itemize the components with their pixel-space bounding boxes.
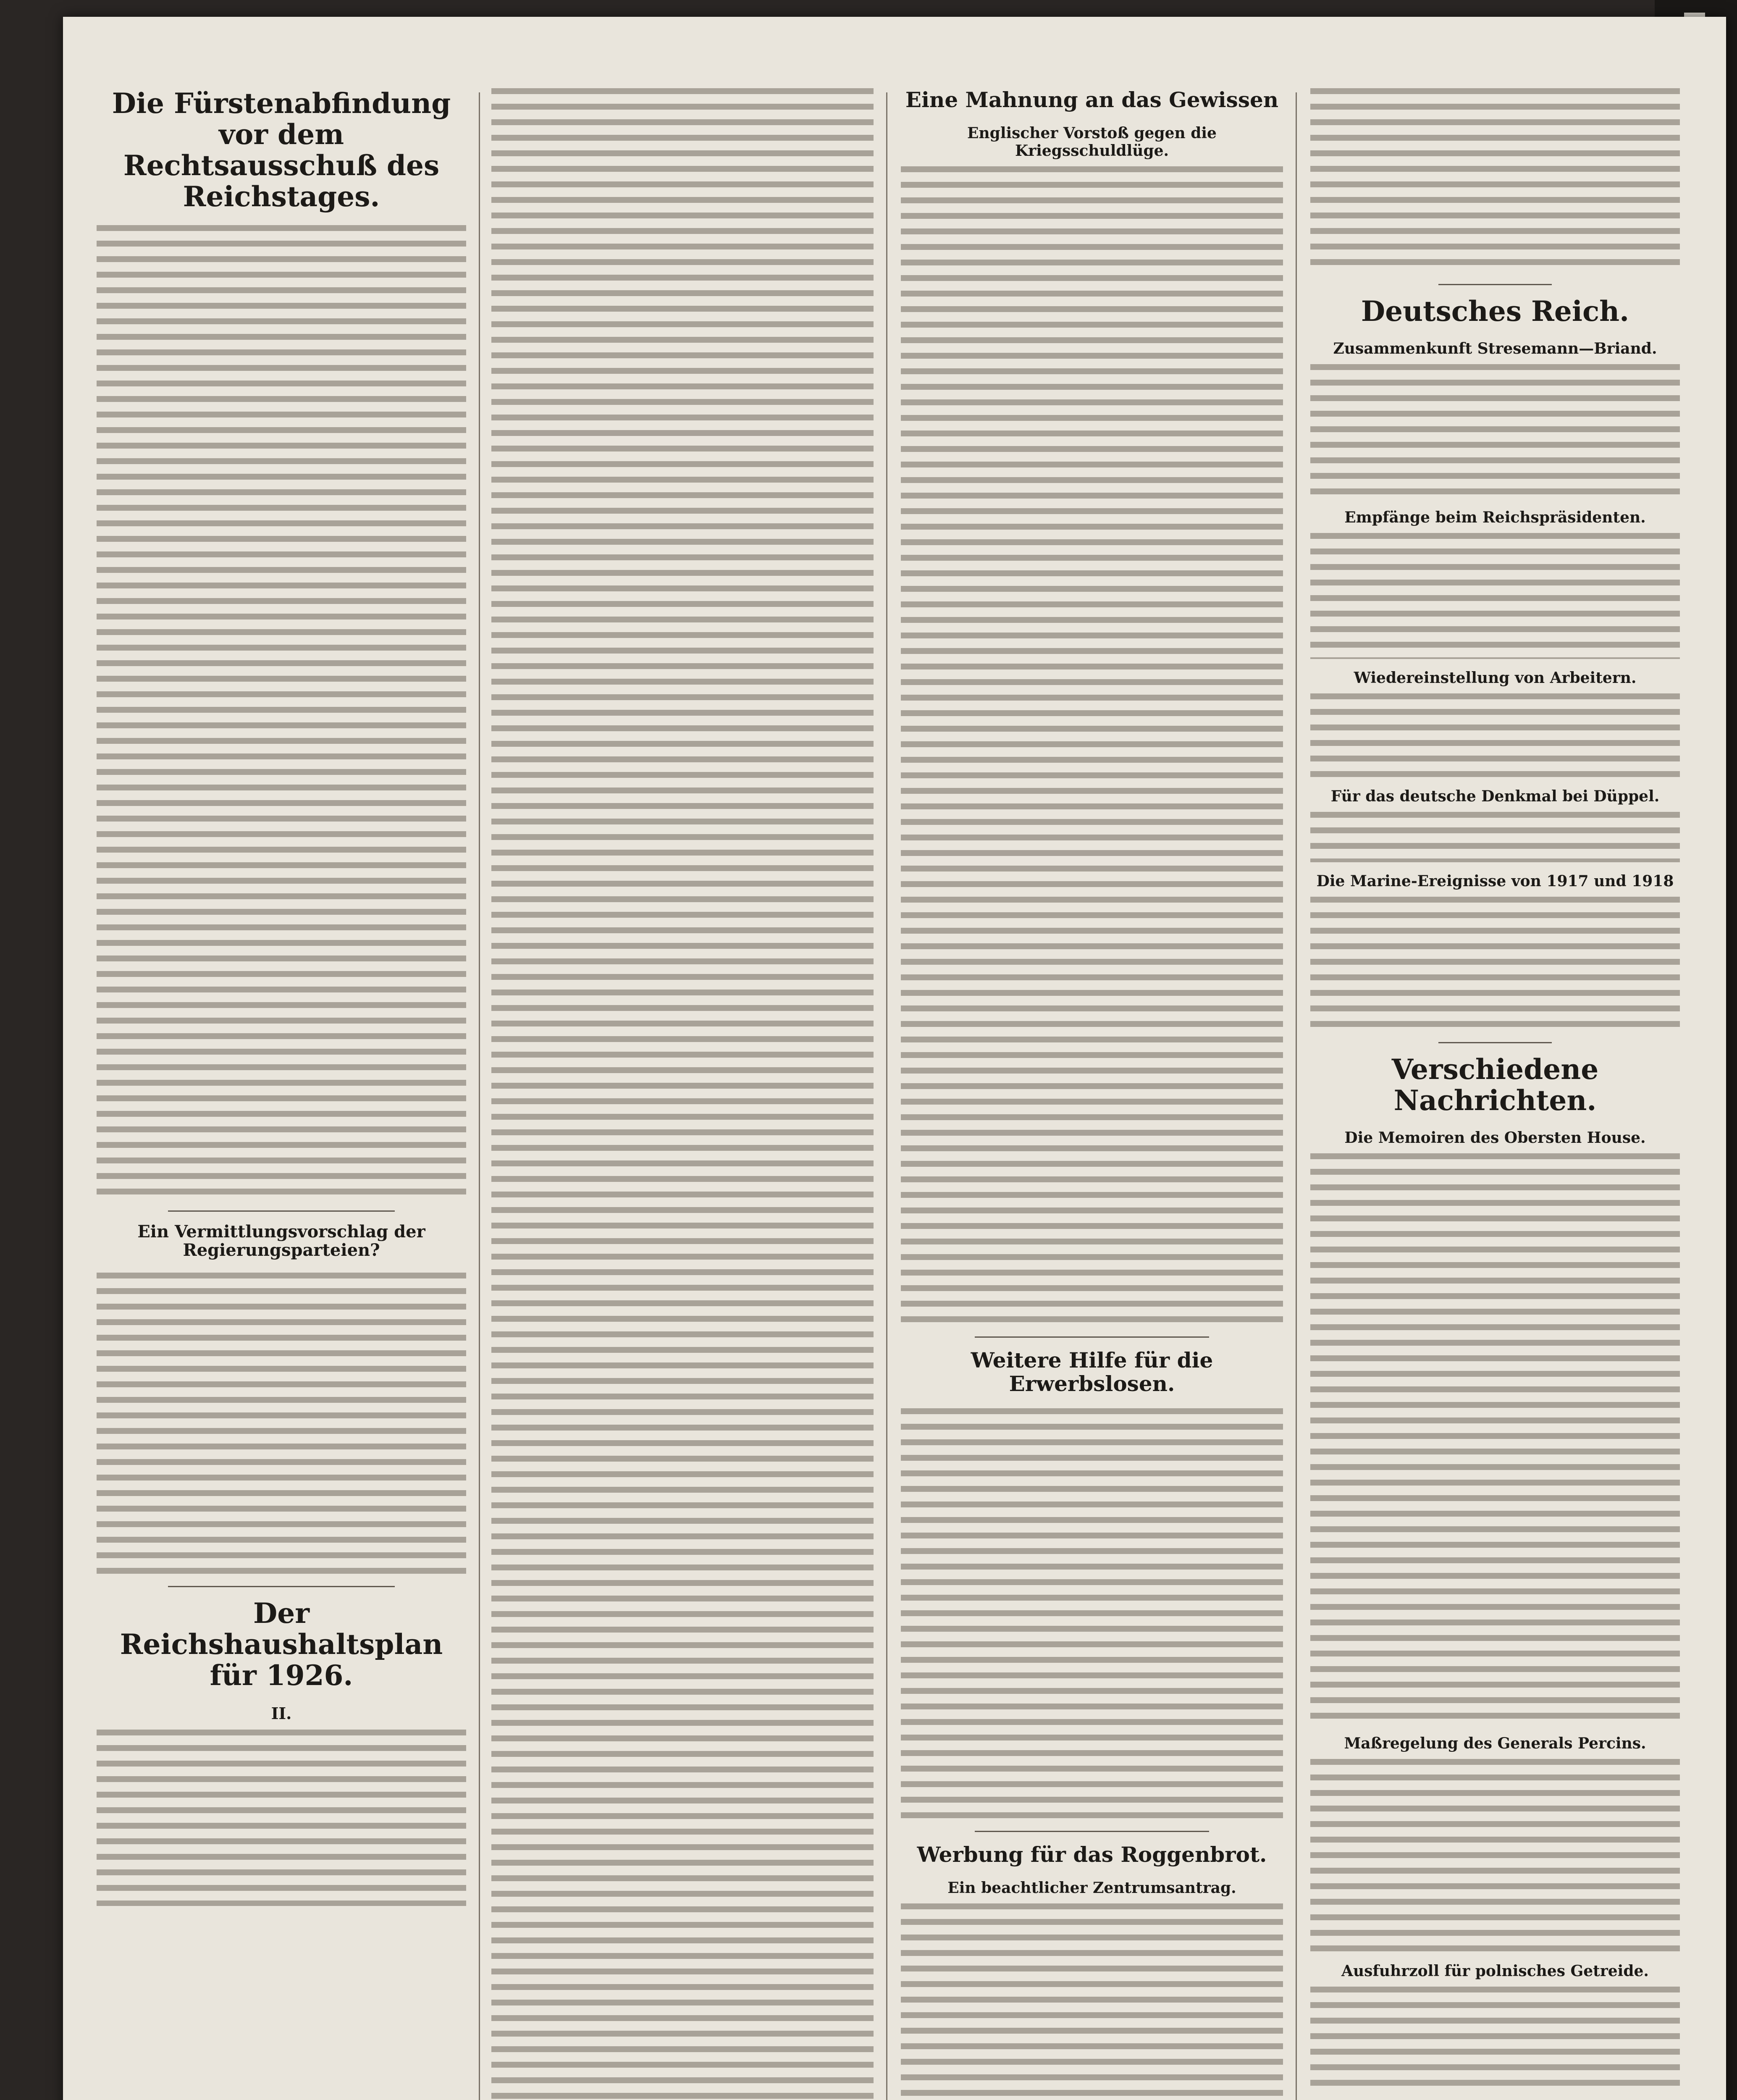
article-headline-roggenbrot: Werbung für das Roggenbrot. — [917, 1842, 1267, 1867]
article-headline-mahnung: Eine Mahnung an das Gewissen — [905, 88, 1279, 112]
news-item-heading: Wiedereinstellung von Arbeitern. — [1354, 669, 1637, 687]
article-body-text — [1310, 364, 1680, 499]
section-headline-deutsches-reich: Deutsches Reich. — [1361, 295, 1629, 328]
section-divider — [1438, 1042, 1552, 1043]
article-subhead: Ein beachtlicher Zentrumsantrag. — [947, 1879, 1236, 1897]
column-3 — [897, 88, 1287, 2100]
section-headline-verschiedene: Verschiedene Nachrichten. — [1391, 1053, 1599, 1117]
article-subhead: Die Memoiren des Obersten House. — [1344, 1129, 1646, 1147]
news-item-heading: Die Marine-Ereignisse von 1917 und 1918 — [1316, 872, 1674, 890]
article-body-text — [1310, 1153, 1680, 1725]
article-body-text — [1310, 812, 1680, 862]
column-4 — [1306, 88, 1684, 2100]
article-body-text — [901, 1408, 1283, 1820]
column-rule — [886, 92, 887, 2100]
article-subhead: Zusammenkunft Stresemann—Briand. — [1333, 339, 1657, 357]
article-body-text — [97, 1273, 466, 1575]
article-body-text — [1310, 1759, 1680, 1952]
news-item-heading: Maßregelung des Generals Percins. — [1344, 1734, 1646, 1752]
news-item-heading: Für das deutsche Denkmal bei Düppel. — [1330, 787, 1660, 805]
article-headline-vermittlung: Ein Vermittlungsvorschlag der Regierungsparteien? — [137, 1221, 425, 1260]
article-body-text — [97, 225, 466, 1200]
article-headline-haushalt: Der Reichshaushaltsplan für 1926. — [120, 1597, 443, 1692]
article-body-text — [491, 88, 874, 2100]
article-body-text — [1310, 897, 1680, 1031]
article-headline-fuerstenabfindung: Die Fürstenabfindung vor dem Rechtsausschuß des Reichstages. — [112, 88, 451, 213]
column-1 — [92, 88, 470, 2100]
article-subhead: Englischer Vorstoß gegen die Kriegsschuldlüge. — [967, 124, 1217, 160]
article-body-text — [1310, 88, 1680, 273]
column-rule — [479, 92, 480, 2100]
section-divider — [1438, 284, 1552, 285]
section-divider — [975, 1336, 1209, 1338]
column-2 — [487, 88, 878, 2100]
article-headline-erwerbslose: Weitere Hilfe für die Erwerbslosen. — [971, 1348, 1213, 1396]
section-divider — [168, 1586, 395, 1587]
column-rule — [1296, 92, 1297, 2100]
article-body-text — [901, 166, 1283, 1326]
section-divider — [975, 1831, 1209, 1832]
article-body-text — [97, 1730, 466, 1906]
article-body-text — [1310, 533, 1680, 659]
section-divider — [168, 1210, 395, 1212]
newspaper-page — [63, 17, 1726, 2100]
article-body-text — [901, 1903, 1283, 2100]
news-item-heading: Ausfuhrzoll für polnisches Getreide. — [1341, 1962, 1649, 1980]
part-number: II. — [271, 1704, 292, 1723]
news-item-heading: Empfänge beim Reichspräsidenten. — [1344, 508, 1646, 526]
article-body-text — [1310, 693, 1680, 777]
article-body-text — [1310, 1987, 1680, 2087]
